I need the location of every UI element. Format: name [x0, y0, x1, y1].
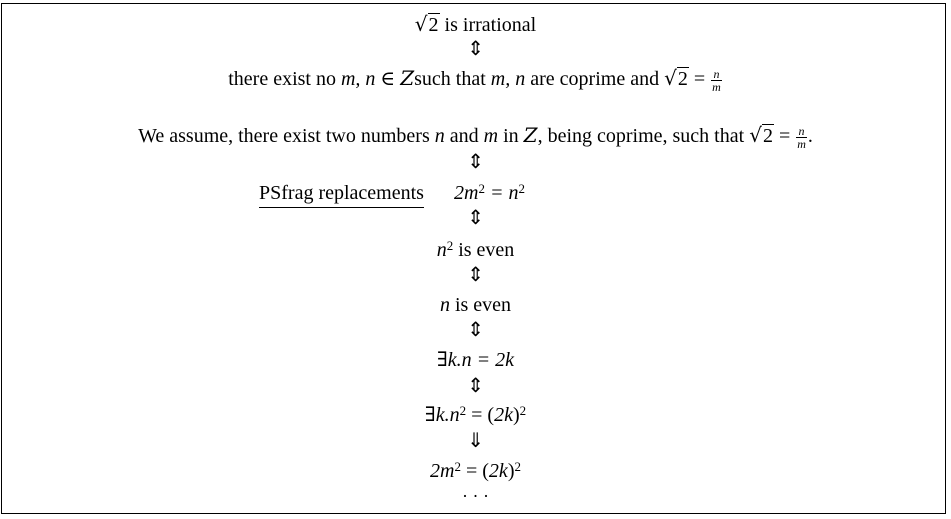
text-such-that: such that — [414, 68, 486, 90]
var-n-3: n — [439, 294, 450, 316]
text-we-assume: We assume, there exist two numbers — [138, 125, 430, 147]
iff-arrow-2: ⇕ — [467, 149, 484, 173]
frac-den: m — [712, 79, 721, 94]
sqrt-radicand-2: 2 — [677, 68, 688, 90]
var-n: n — [434, 125, 445, 147]
step-2m: 2m — [430, 460, 455, 482]
period: . — [807, 125, 813, 147]
statement-no-coprime — [0, 66, 951, 93]
frac-den-2: m — [797, 136, 806, 151]
step-2m2: $2m^2 = (2k)^2$ — [430, 459, 521, 482]
psfrag-label: PSfrag replacements — [259, 181, 424, 208]
ellipsis: · · · — [462, 486, 489, 506]
iff-arrow-5: ⇕ — [467, 317, 484, 341]
equals-sign-2: = — [778, 125, 791, 147]
set-z-2: Z — [523, 123, 538, 147]
var-m-n: m, n — [340, 68, 376, 90]
text-is-even-2: is even — [449, 294, 512, 316]
var-m: m — [483, 125, 499, 147]
set-z: Z — [400, 66, 415, 90]
text-in: in — [503, 125, 519, 147]
statement-assume — [0, 123, 951, 150]
step-2m-eq-n2: $2m^2 = n^2$ — [454, 181, 525, 204]
statement-irrational — [0, 12, 951, 37]
iff-arrow-1: ⇕ — [467, 36, 484, 60]
implies-arrow: ⇓ — [467, 428, 484, 452]
step-rest: = n — [484, 182, 519, 204]
sqrt-expression-2: √2 — [664, 66, 688, 90]
iff-arrow-6: ⇕ — [467, 373, 484, 397]
iff-arrow-4: ⇕ — [467, 262, 484, 286]
symbol-in: ∈ — [380, 68, 396, 90]
step-exists-k: ∃k.n = 2k — [436, 349, 515, 371]
step-exists-k-squared: $\exists k.n^2 = (2k)^2$ — [424, 403, 527, 426]
sqrt-expression-3: √2 — [749, 123, 773, 147]
sqrt-expression: √2 — [414, 12, 439, 36]
text-being-coprime: , being coprime, such that — [537, 125, 745, 147]
statement-text: is irrational — [444, 14, 537, 36]
iff-arrow-3: ⇕ — [467, 205, 484, 229]
fraction-n-over-m — [711, 68, 722, 93]
text-there-exist-no: there exist no — [228, 68, 336, 90]
equals-sign: = — [693, 68, 706, 90]
frac-num: n — [711, 68, 722, 81]
sqrt-radicand: 2 — [428, 14, 439, 36]
text-coprime: are coprime and — [530, 68, 660, 90]
step-n-even — [0, 293, 951, 317]
step-exists-kn: ∃k.n — [424, 404, 460, 426]
var-m-n-2: m, n — [490, 68, 526, 90]
sqrt-radicand-3: 2 — [762, 125, 773, 147]
frac-num-2: n — [796, 125, 807, 138]
fraction-n-over-m-2 — [796, 125, 807, 150]
step-lhs: 2m — [454, 182, 479, 204]
step-n2-even: $n^2$ is even — [436, 238, 515, 261]
text-is-even: is even — [453, 239, 515, 261]
text-and: and — [449, 125, 479, 147]
var-n-2: n — [436, 239, 447, 261]
